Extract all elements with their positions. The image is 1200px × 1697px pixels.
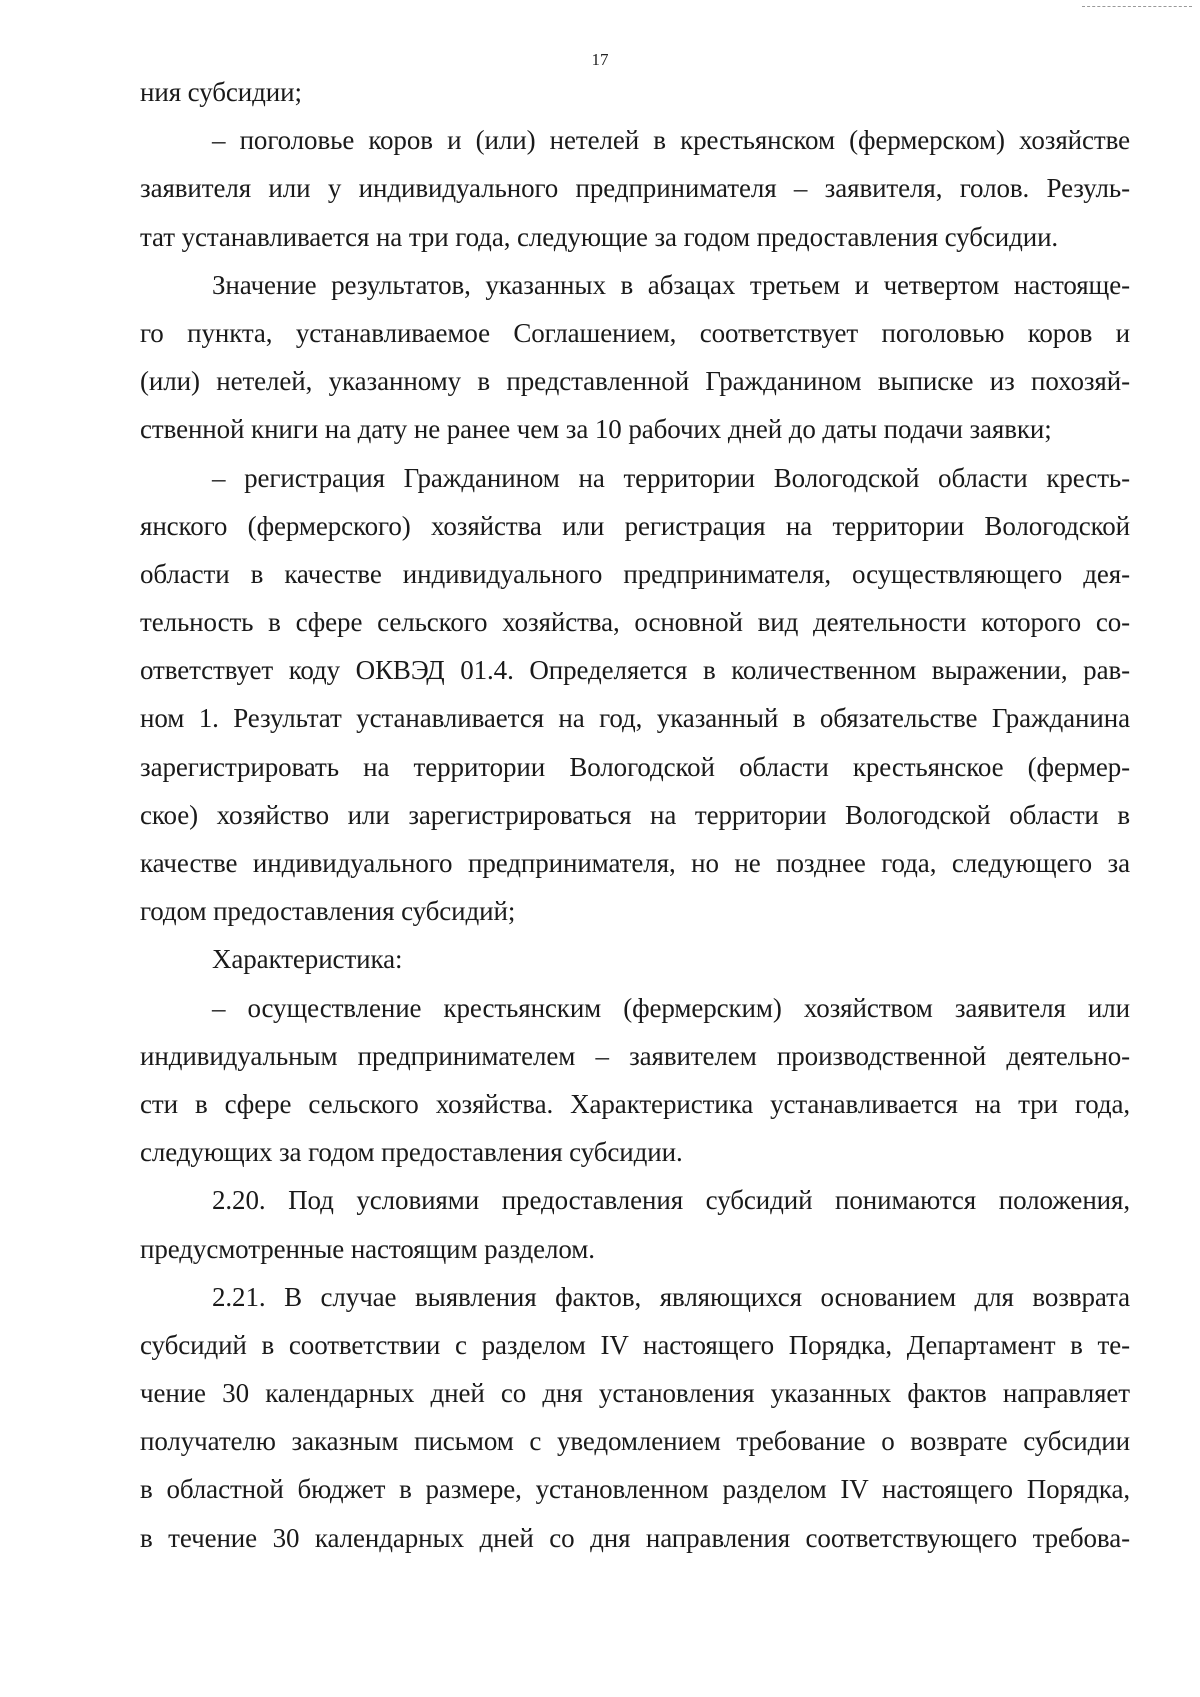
text-line: (или) нетелей, указанному в представленной Гражданином выписке из похозяй- xyxy=(140,366,1130,397)
page-number: 17 xyxy=(591,50,609,69)
text-line: сти в сфере сельского хозяйства. Характеристика устанавливается на три года, xyxy=(140,1088,1130,1119)
scan-corner-mark xyxy=(1082,0,1192,7)
text-line: ское) хозяйство или зарегистрироваться на территории Вологодской области в xyxy=(140,799,1130,830)
text-line: качестве индивидуального предпринимателя, но не позднее года, следующего за xyxy=(140,848,1130,878)
text-line: индивидуальным предпринимателем – заявителем производственной деятельно- xyxy=(140,1040,1130,1071)
text-line: – регистрация Гражданином на территории Вологодской области кресть- xyxy=(212,462,1130,493)
text-line: предусмотренные настоящим разделом. xyxy=(140,1233,595,1264)
text-line: – поголовье коров и (или) нетелей в крестьянском (фермерском) хозяйстве xyxy=(212,125,1130,156)
text-line: субсидий в соответствии с разделом IV настоящего Порядка, Департамент в те- xyxy=(140,1329,1130,1360)
text-line: следующих за годом предоставления субсидии. xyxy=(140,1137,683,1168)
text-line: – осуществление крестьянским (фермерским) хозяйством заявителя или xyxy=(212,992,1130,1023)
text-line: заявителя или у индивидуального предпринимателя – заявителя, голов. Резуль- xyxy=(140,173,1130,204)
text-line: го пункта, устанавливаемое Соглашением, соответствует поголовью коров и xyxy=(140,317,1130,348)
text-line: ном 1. Результат устанавливается на год, указанный в обязательстве Гражданина xyxy=(140,703,1130,734)
text-line: Характеристика: xyxy=(212,944,403,975)
text-line: ответствует коду ОКВЭД 01.4. Определяется в количественном выражении, рав- xyxy=(140,655,1130,686)
text-line: 2.21. В случае выявления фактов, являющихся основанием для возврата xyxy=(212,1281,1130,1312)
document-body xyxy=(140,68,1130,1562)
text-line: зарегистрировать на территории Вологодской области крестьянское (фермер- xyxy=(140,751,1130,782)
text-line: ственной книги на дату не ранее чем за 10 рабочих дней до даты подачи заявки; xyxy=(140,414,1052,445)
text-line: в областной бюджет в размере, установленном разделом IV настоящего Порядка, xyxy=(140,1474,1130,1505)
text-line: в течение 30 календарных дней со дня направления соответствующего требова- xyxy=(140,1522,1130,1553)
text-line: получателю заказным письмом с уведомлением требование о возврате субсидии xyxy=(140,1426,1130,1457)
text-line: годом предоставления субсидий; xyxy=(140,896,516,927)
text-line: Значение результатов, указанных в абзацах третьем и четвертом настояще- xyxy=(212,269,1130,300)
text-line: тат устанавливается на три года, следующие за годом предоставления субсидии. xyxy=(140,221,1059,252)
text-line: чение 30 календарных дней со дня установления указанных фактов направляет xyxy=(140,1378,1130,1409)
text-line: 2.20. Под условиями предоставления субсидий понимаются положения, xyxy=(212,1185,1130,1216)
text-line: янского (фермерского) хозяйства или регистрация на территории Вологодской xyxy=(140,510,1130,541)
text-line: тельность в сфере сельского хозяйства, основной вид деятельности которого со- xyxy=(140,607,1130,638)
text-line: области в качестве индивидуального предпринимателя, осуществляющего дея- xyxy=(140,558,1130,589)
text-line: ния субсидии; xyxy=(140,77,302,107)
